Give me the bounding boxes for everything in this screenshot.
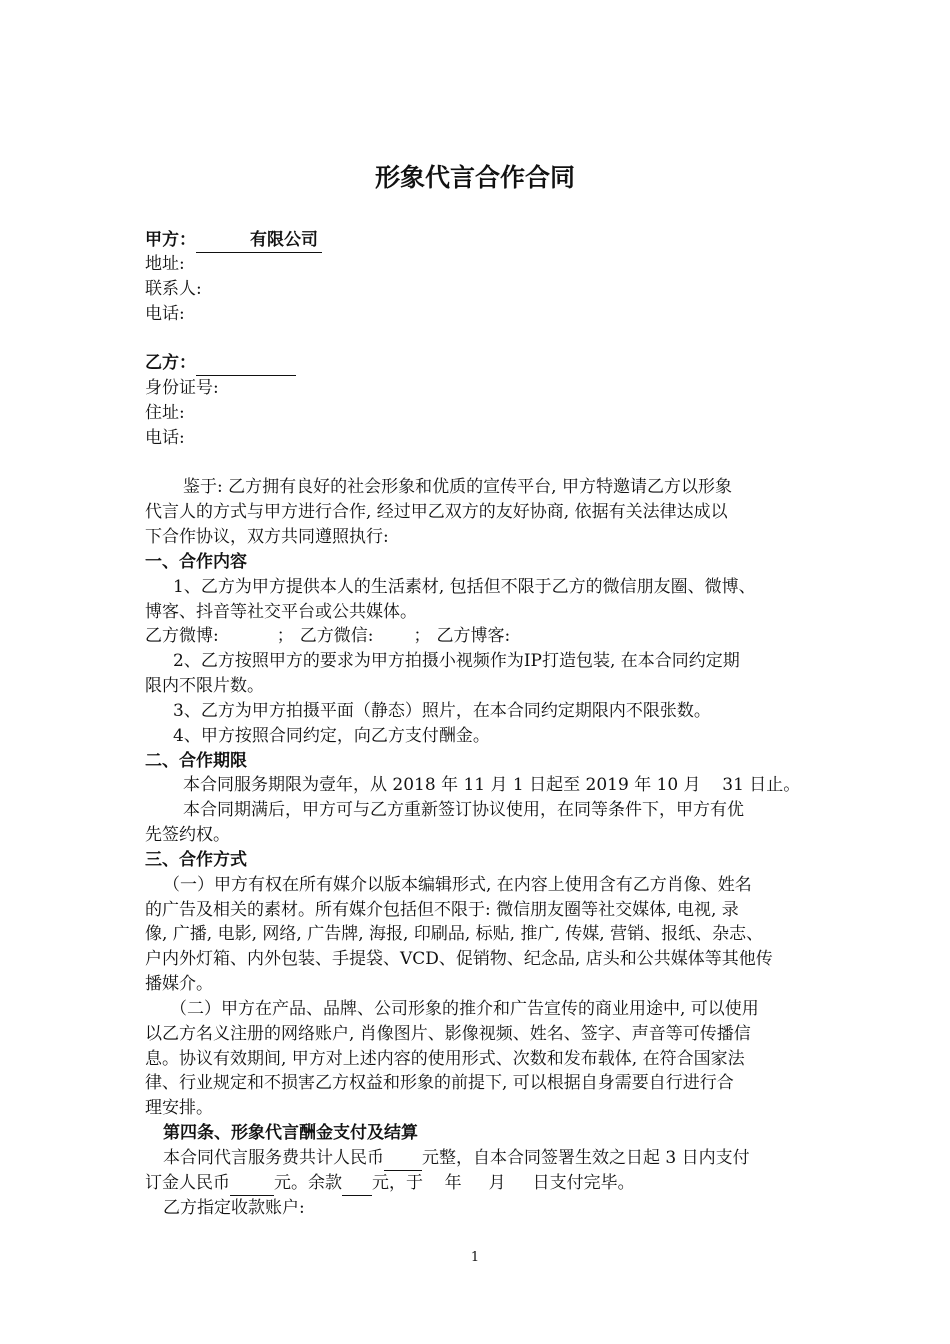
clause-line: 像, 广播, 电影, 网络, 广告牌, 海报, 印刷品, 标贴, 推广, 传媒, 营销、报纸、杂志、 — [145, 924, 764, 944]
clause-line: （二）甲方在产品、品牌、公司形象的推介和广告宣传的商业用途中, 可以使用 — [170, 999, 759, 1019]
party-a-company: 有限公司 — [196, 228, 322, 253]
party-b-residence: 住址: — [145, 403, 185, 423]
term-line: 本合同服务期限为壹年，从 2018 年 11 月 1 日起至 2019 年 10 月 31 日止。 — [183, 775, 801, 795]
party-b-line — [145, 351, 296, 376]
party-b-id: 身份证号: — [145, 378, 219, 398]
clause-line: 4、甲方按照合同约定，向乙方支付酬金。 — [173, 726, 490, 746]
clause-line: 律、行业规定和不损害乙方权益和形象的前提下, 可以根据自身需要自行进行合 — [145, 1073, 734, 1093]
section-heading: 三、合作方式 — [145, 850, 247, 870]
fee-blank — [384, 1146, 422, 1171]
payment-line: 订金人民币 元。余款 元，于 年 月 日支付完毕。 — [145, 1171, 635, 1196]
clause-line: 2、乙方按照甲方的要求为甲方拍摄小视频作为IP打造包装, 在本合同约定期 — [173, 651, 740, 671]
clause-line: 限内不限片数。 — [145, 676, 264, 696]
party-b-blank — [196, 351, 296, 376]
clause-line: 1、乙方为甲方提供本人的生活素材, 包括但不限于乙方的微信朋友圈、微博、 — [173, 577, 756, 597]
section-heading: 第四条、形象代言酬金支付及结算 — [163, 1123, 418, 1143]
clause-line: 博客、抖音等社交平台或公共媒体。 — [145, 602, 417, 622]
wechat-label: 乙方微信: — [299, 626, 374, 646]
document-title: 形象代言合作合同 — [374, 163, 575, 192]
party-a-phone: 电话: — [145, 304, 185, 324]
blog-label: 乙方博客: — [436, 626, 511, 646]
party-a-label: 甲方： — [145, 230, 196, 250]
payment-line: 本合同代言服务费共计人民币 元整，自本合同签署生效之日起 3 日内支付 — [163, 1146, 750, 1171]
clause-line: 户内外灯箱、内外包装、手提袋、VCD、促销物、纪念品, 店头和公共媒体等其他传 — [145, 949, 773, 969]
party-a-line — [145, 228, 322, 253]
party-a-contact: 联系人: — [145, 279, 202, 299]
term-line: 本合同期满后，甲方可与乙方重新签订协议使用，在同等条件下，甲方有优 — [183, 800, 744, 820]
party-a-address: 地址: — [145, 254, 185, 274]
term-line: 先签约权。 — [145, 825, 230, 845]
clause-line: 3、乙方为甲方拍摄平面（静态）照片，在本合同约定期限内不限张数。 — [173, 701, 711, 721]
weibo-label: 乙方微博: — [145, 626, 219, 646]
preamble-line: 鉴于: 乙方拥有良好的社会形象和优质的宣传平台, 甲方特邀请乙方以形象 — [183, 477, 732, 497]
clause-line: 的广告及相关的素材。所有媒介包括但不限于: 微信朋友圈等社交媒体, 电视, 录 — [145, 900, 739, 920]
clause-line: （一）甲方有权在所有媒介以版本编辑形式, 在内容上使用含有乙方肖像、姓名 — [163, 875, 752, 895]
section-heading: 二、合作期限 — [145, 751, 247, 771]
party-b-phone: 电话: — [145, 428, 185, 448]
clause-line: 播媒介。 — [145, 974, 213, 994]
party-b-label: 乙方： — [145, 353, 196, 373]
separator: ； — [276, 626, 294, 646]
clause-line: 以乙方名义注册的网络账户, 肖像图片、影像视频、姓名、签字、声音等可传播信 — [145, 1024, 751, 1044]
deposit-blank — [230, 1171, 274, 1196]
clause-line: 息。协议有效期间, 甲方对上述内容的使用形式、次数和发布载体, 在符合国家法 — [145, 1049, 745, 1069]
preamble-line: 下合作协议，双方共同遵照执行: — [145, 527, 389, 547]
clause-line: 理安排。 — [145, 1098, 213, 1118]
preamble-line: 代言人的方式与甲方进行合作, 经过甲乙双方的友好协商, 依据有关法律达成以 — [145, 502, 728, 522]
balance-blank — [342, 1171, 372, 1196]
section-heading: 一、合作内容 — [145, 552, 247, 572]
separator: ； — [413, 626, 431, 646]
page-number: 1 — [470, 1250, 480, 1265]
account-line: 乙方指定收款账户: — [163, 1198, 305, 1218]
social-accounts-line — [145, 624, 510, 648]
